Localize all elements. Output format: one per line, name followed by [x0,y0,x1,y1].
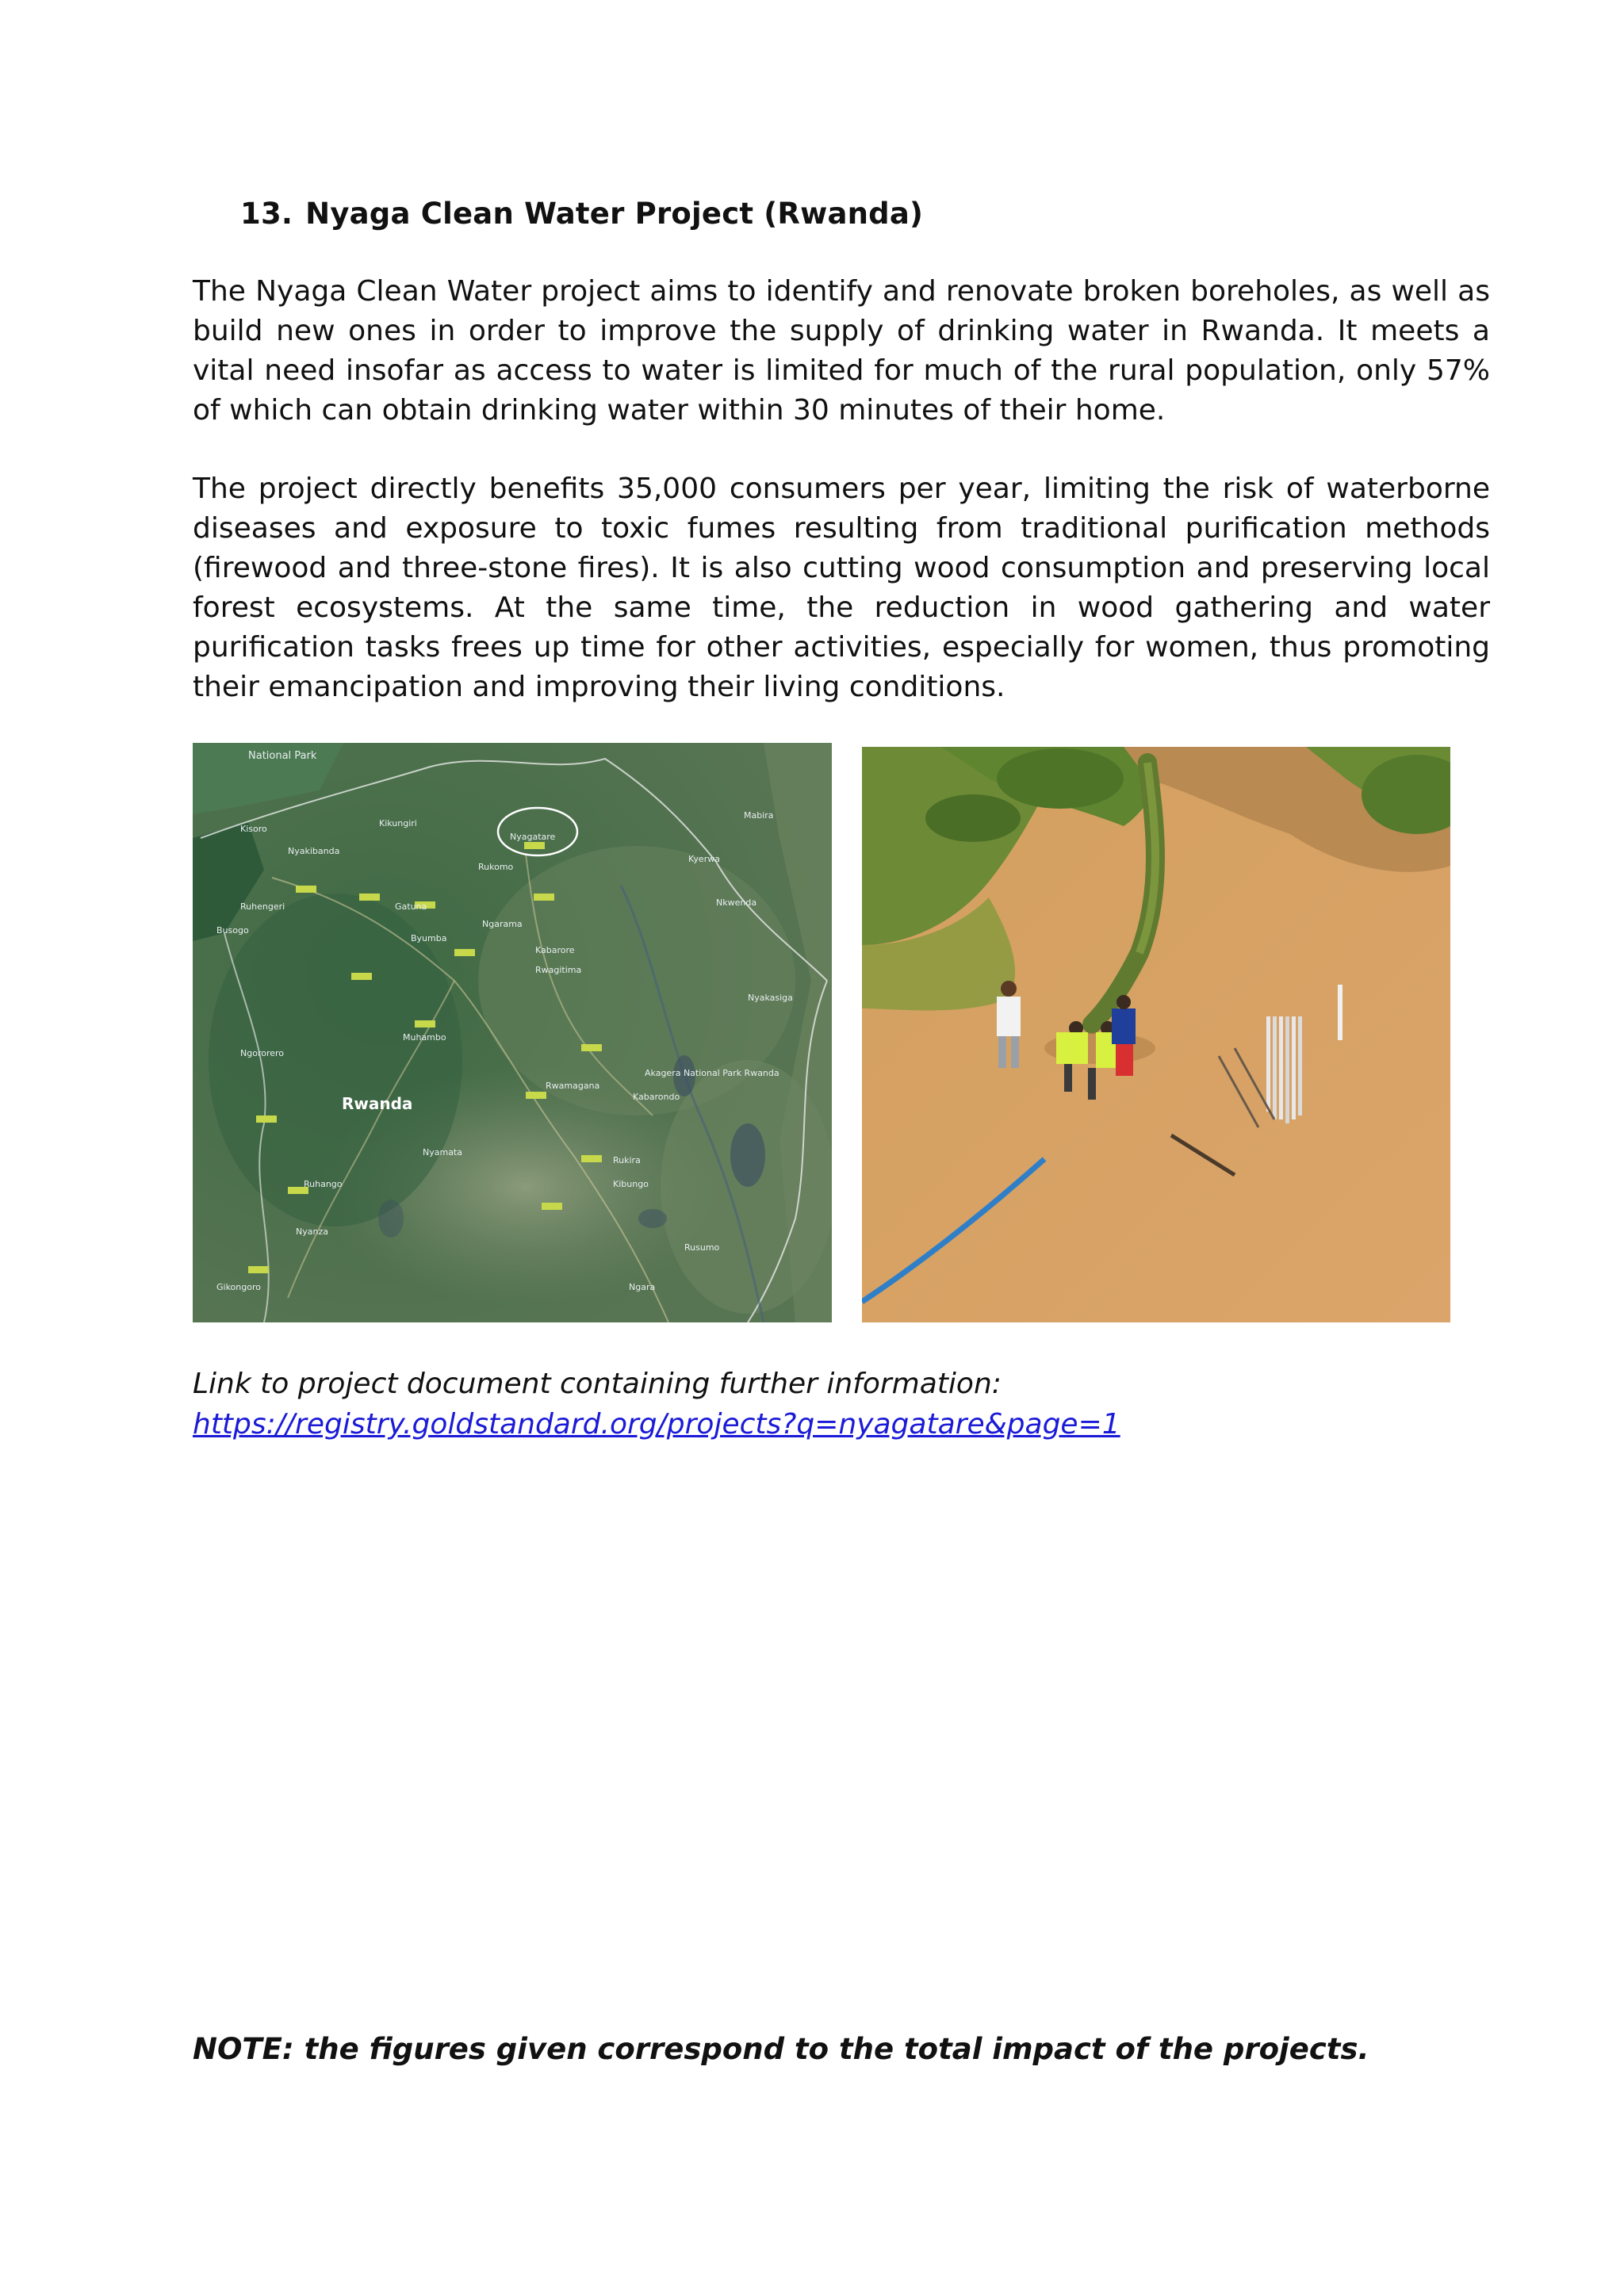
borehole-site-photo [862,747,1450,1322]
map-label: Busogo [216,925,249,936]
benefits-paragraph: The project directly benefits 35,000 consumers per year, limiting the risk of waterborne diseases and exposure to toxic fumes resulting from traditional purification methods (firewood and three-stone fires). It is also cutting wood consumption and preserving local forest ecosystems. At the same time, the reduction in wood gathering and water purification tasks frees up time for other activities, especially for women, thus promoting their emancipation and improving their living conditions. [193,473,1490,703]
map-label: Kabarore [535,945,575,955]
map-label: Ruhango [304,1179,343,1189]
map-label: Gatuna [395,901,427,912]
map-label: Ngarama [482,919,523,929]
map-label: Rwamagana [546,1081,600,1091]
section-number: 13. [240,197,293,231]
map-label: Rusumo [684,1242,720,1253]
link-block [193,1364,1120,1445]
map-label: Gikongoro [216,1282,261,1292]
map-label: Nyanza [296,1226,328,1237]
map-label: Byumba [411,933,447,943]
map-label: Kisoro [240,824,267,834]
map-label: Rukira [613,1155,641,1165]
map-label: Kibungo [613,1179,649,1189]
map-label: Ruhengeri [240,901,285,912]
map-label: Nyakibanda [288,846,340,856]
map-label: Kabarondo [633,1092,680,1102]
map-label: Ngororero [240,1048,285,1058]
map-label: Nyagatare [510,832,556,842]
map-label: Nyamata [423,1147,462,1158]
map-country-label: Rwanda [342,1094,413,1113]
map-label: Nkwenda [716,897,757,908]
map-label: Kyerwa [688,854,720,864]
map-label: Kikungiri [379,818,417,828]
section-heading [240,197,923,231]
project-link[interactable]: https://registry.goldstandard.org/projects?q=nyagatare&page=1 [193,1408,1120,1441]
rwanda-satellite-map [193,743,832,1322]
intro-paragraph: The Nyaga Clean Water project aims to identify and renovate broken boreholes, as well as build new ones in order to improve the supply of drinking water in Rwanda. It meets a vital need insofar as access to water is limited for much of the rural population, only 57% of which can obtain drinking water within 30 minutes of their home. [193,275,1490,427]
map-label: Muhambo [403,1032,446,1043]
link-caption: Link to project document containing further information: [193,1368,1002,1400]
map-label: Rukomo [478,862,514,872]
map-label: Rwagitima [535,965,582,975]
map-label: Ngara [629,1282,656,1292]
map-label: Akagera National Park Rwanda [645,1068,779,1078]
map-label: Nyakasiga [748,993,793,1003]
section-title: Nyaga Clean Water Project (Rwanda) [305,197,924,231]
map-label: National Park [248,750,317,762]
footnote: NOTE: the figures given correspond to the total impact of the projects. [193,2032,1369,2066]
map-label: Mabira [744,810,774,821]
